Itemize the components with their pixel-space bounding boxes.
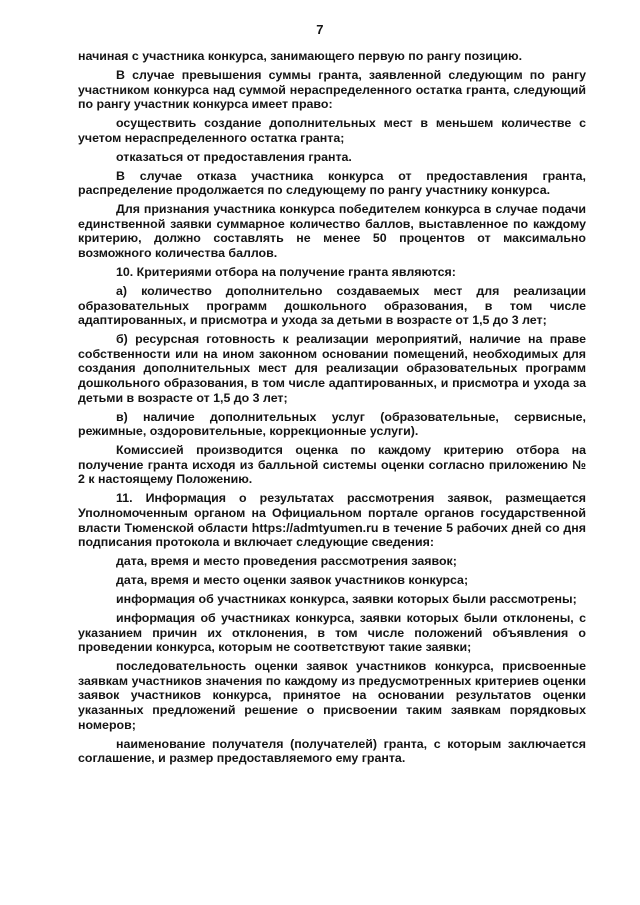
paragraph: б) ресурсная готовность к реализации мероприятий, наличие на праве собственности или на ином законном основании помещений, необходимых для создания дополнительных мест для реализации образовательных программ дошкольного образования, в том числе адаптированных, и присмотра и ухода за детьми в возрасте от 1,5 до 3 лет; bbox=[78, 332, 586, 405]
paragraph: информация об участниках конкурса, заявки которых были отклонены, с указанием причин их отклонения, в том числе положений объявления о проведении конкурса, которым не соответствуют такие заявки; bbox=[78, 611, 586, 655]
paragraph: наименование получателя (получателей) гранта, с которым заключается соглашение, и размер предоставляемого ему гранта. bbox=[78, 736, 586, 766]
paragraph: дата, время и место оценки заявок участников конкурса; bbox=[116, 573, 469, 588]
page-number: 7 bbox=[316, 22, 324, 37]
paragraph: В случае превышения суммы гранта, заявленной следующим по рангу участником конкурса над суммой нераспределенного остатка гранта, следующий по рангу участник конкурса имеет право: bbox=[78, 67, 586, 112]
document-body bbox=[78, 49, 586, 770]
paragraph: Для признания участника конкурса победителем конкурса в случае подачи единственной заявки суммарное количество баллов, выставленное по каждому критерию, должно составлять не менее 50 процентов от максимально возможного количества баллов. bbox=[78, 202, 586, 261]
paragraph: осуществить создание дополнительных мест в меньшем количестве с учетом нераспределенного остатка гранта; bbox=[78, 116, 586, 145]
paragraph: а) количество дополнительно создаваемых мест для реализации образовательных программ дошкольного образования, в том числе адаптированных, и присмотра и ухода за детьми в возрасте от 1,5 до 3 лет; bbox=[78, 284, 586, 328]
paragraph: в) наличие дополнительных услуг (образовательные, сервисные, режимные, оздоровительные, коррекционные услуги). bbox=[78, 409, 586, 439]
paragraph: начиная с участника конкурса, занимающего первую по рангу позицию. bbox=[78, 49, 523, 63]
paragraph: 10. Критериями отбора на получение гранта являются: bbox=[116, 265, 456, 280]
paragraph: последовательность оценки заявок участников конкурса, присвоенные заявкам участников значения по каждому из предусмотренных критериев оценки заявок участников конкурса, принятое на основании результатов оценки указанных предложений решение о присвоении таким заявкам порядковых номеров; bbox=[78, 659, 586, 732]
paragraph: 11. Информация о результатах рассмотрения заявок, размещается Уполномоченным органом на Официальном портале органов государственной власти Тюменской области https://admtyumen.ru в течение 5 рабочих дней со дня подписания протокола и включает следующие сведения: bbox=[78, 491, 586, 550]
paragraph: отказаться от предоставления гранта. bbox=[116, 149, 352, 164]
paragraph: В случае отказа участника конкурса от предоставления гранта, распределение продолжается по следующему по рангу участнику конкурса. bbox=[78, 168, 586, 198]
paragraph: дата, время и место проведения рассмотрения заявок; bbox=[116, 554, 457, 569]
paragraph: Комиссией производится оценка по каждому критерию отбора на получение гранта исходя из балльной системы оценки согласно приложению № 2 к настоящему Положению. bbox=[78, 443, 586, 487]
paragraph: информация об участниках конкурса, заявки которых были рассмотрены; bbox=[116, 592, 577, 607]
